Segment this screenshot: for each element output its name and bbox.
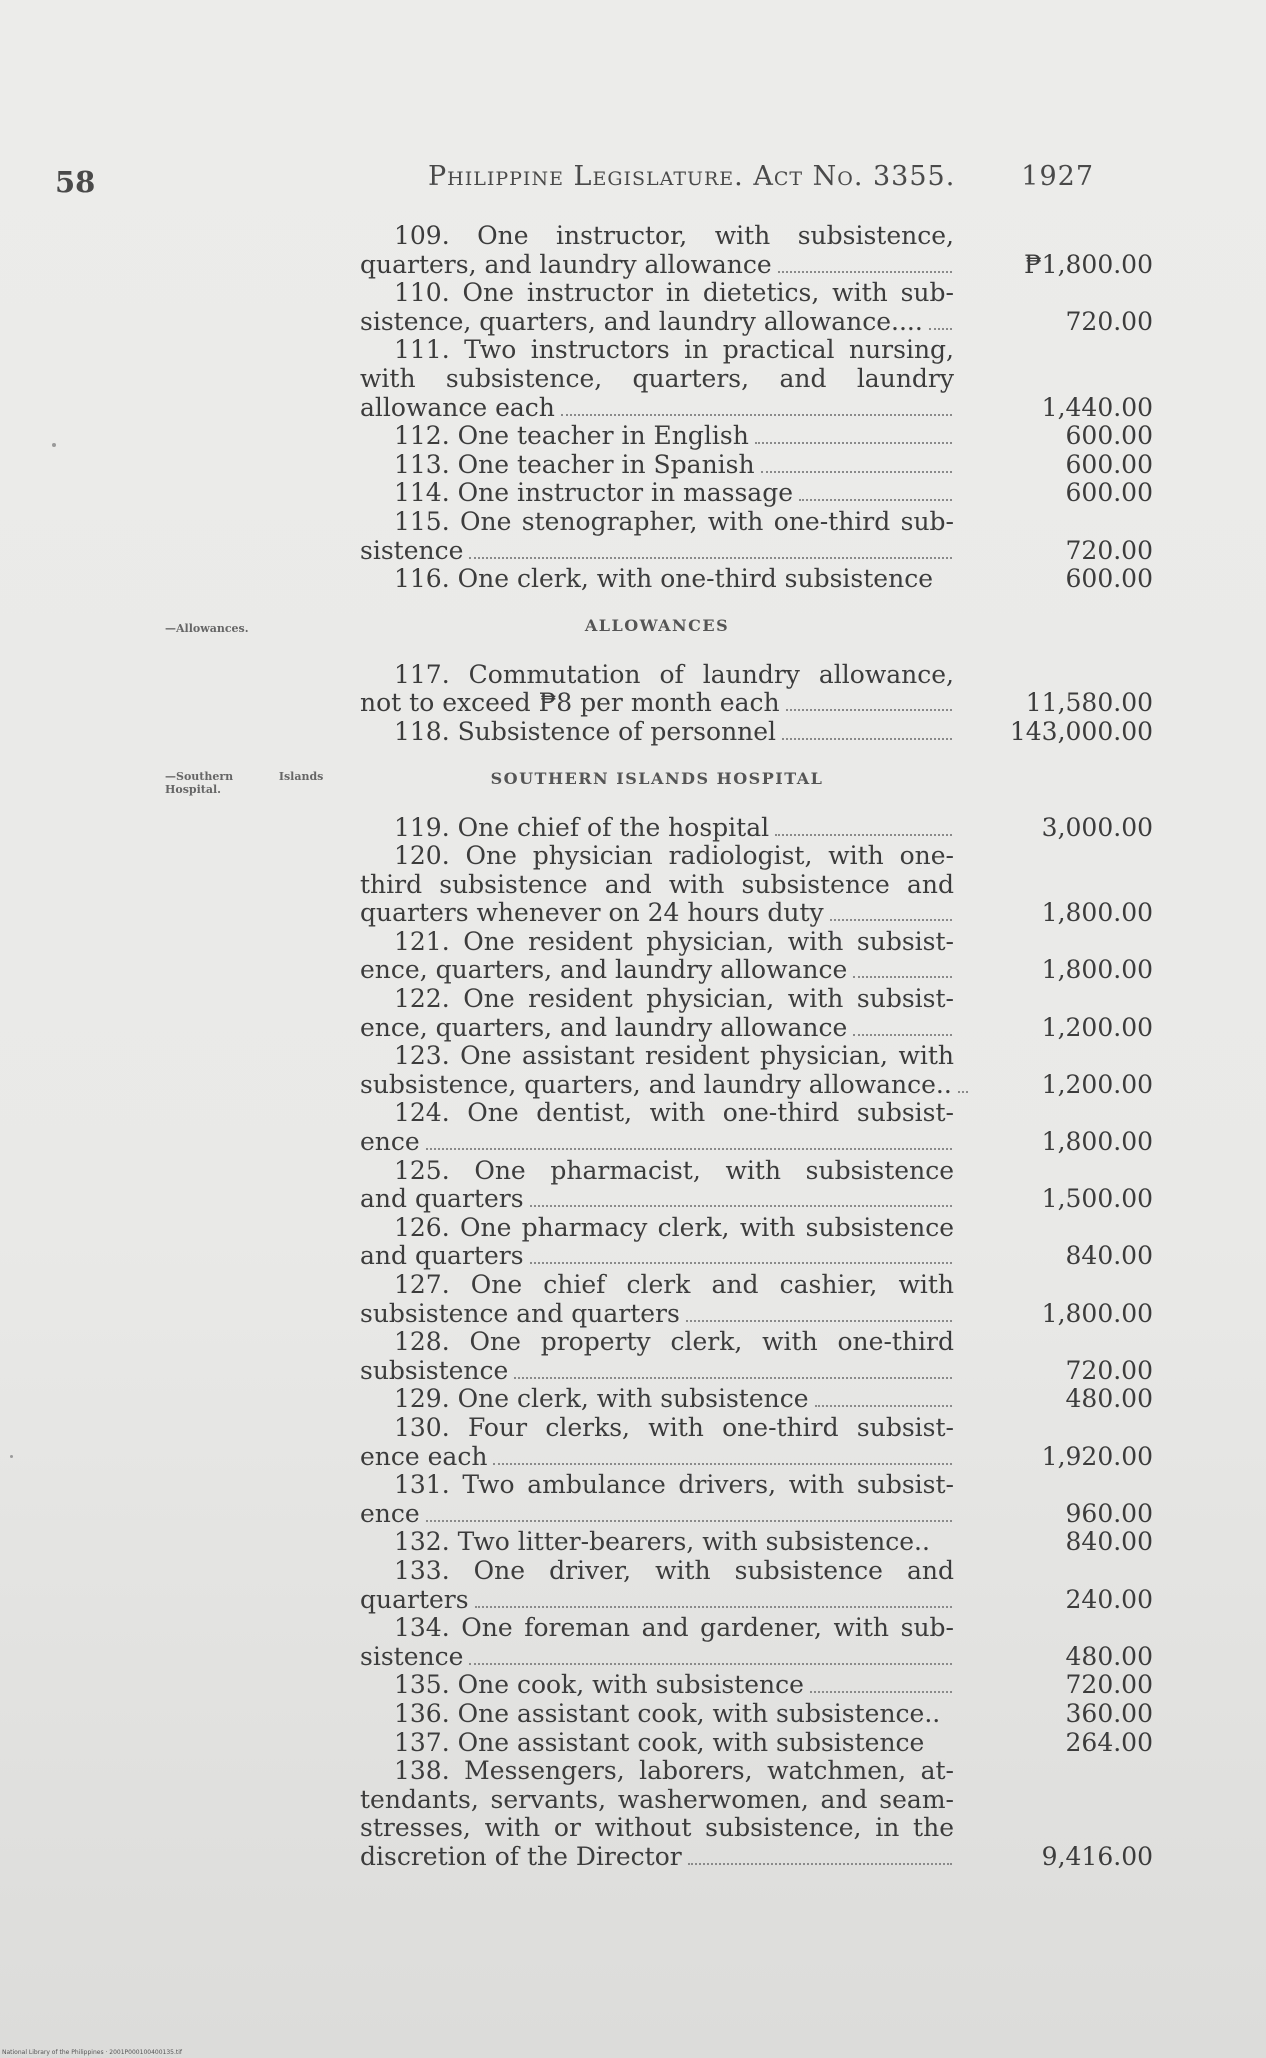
text-line-content: 128. One property clerk, with one-third: [394, 1327, 954, 1357]
line-item: [360, 1414, 1153, 1471]
text-line-content: 136. One assistant cook, with subsistence..: [394, 1698, 941, 1728]
line-item-amount: ₱1,800.00: [1024, 249, 1153, 279]
line-item-text: [360, 451, 954, 480]
text-line: [360, 1214, 954, 1243]
text-line-content: quarters: [360, 1584, 469, 1614]
scan-credit: National Library of the Philippines · 2001P000100400135.tif: [2, 2049, 183, 2056]
line-item: [360, 1328, 1153, 1385]
line-item-amount: 600.00: [1065, 449, 1153, 479]
text-line-last: [360, 814, 954, 843]
dot-leader: [561, 414, 952, 416]
line-item-amount: 600.00: [1065, 478, 1153, 508]
line-item-amount: 1,200.00: [1041, 1012, 1153, 1042]
text-line: stresses, with or without subsistence, in the: [360, 1813, 954, 1843]
line-item-text: [360, 1614, 954, 1671]
line-item: [360, 222, 1153, 279]
text-line-last: [360, 1071, 954, 1100]
line-item-text: [360, 1042, 954, 1099]
text-line-content: 120. One physician radiologist, with one-: [394, 841, 954, 871]
line-item-amount: 11,580.00: [1025, 688, 1153, 718]
line-item-amount: 1,800.00: [1041, 955, 1153, 985]
line-item-text: [360, 1700, 954, 1729]
text-line-last: [360, 565, 954, 594]
text-line-last: [360, 899, 954, 928]
line-item-amount: 480.00: [1065, 1641, 1153, 1671]
line-item: [360, 1557, 1153, 1614]
line-item-amount: 240.00: [1065, 1584, 1153, 1614]
text-line-content: sistence, quarters, and laundry allowance....: [360, 306, 923, 336]
text-line-last: [360, 1014, 954, 1043]
dot-leader: [775, 834, 952, 836]
text-line-last: [360, 1443, 954, 1472]
text-line-content: discretion of the Director: [360, 1841, 682, 1871]
text-line-last: [360, 1729, 954, 1758]
margin-note-line: Hospital.: [165, 783, 222, 796]
dot-leader: [530, 1262, 952, 1264]
text-line: [360, 985, 954, 1014]
margin-note-southern-islands: [165, 770, 323, 796]
line-item-amount: 1,800.00: [1041, 898, 1153, 928]
line-item: [360, 1671, 1153, 1700]
text-line: [360, 508, 954, 537]
line-item-text: [360, 422, 954, 451]
line-item: [360, 279, 1153, 336]
running-head: [428, 161, 1094, 192]
line-item-amount: 1,200.00: [1041, 1069, 1153, 1099]
dot-leader: [929, 328, 952, 330]
text-line-last: [360, 1300, 954, 1329]
text-line-content: 134. One foreman and gardener, with sub-: [394, 1613, 954, 1643]
text-line-content: 125. One pharmacist, with subsistence: [394, 1155, 954, 1185]
dot-leader: [475, 1606, 952, 1608]
line-item: [360, 336, 1153, 422]
line-item: [360, 1214, 1153, 1271]
text-line-last: [360, 1528, 954, 1557]
line-item-text: [360, 1471, 954, 1528]
page-number: 58: [55, 165, 96, 199]
text-line-content: 127. One chief clerk and cashier, with: [394, 1270, 954, 1299]
text-line-content: 126. One pharmacy clerk, with subsistence: [394, 1212, 954, 1242]
line-item-text: [360, 1157, 954, 1214]
line-item-amount: 840.00: [1065, 1527, 1153, 1557]
text-line-content: subsistence, quarters, and laundry allowance..: [360, 1069, 952, 1099]
text-line-last: [360, 479, 954, 508]
line-item-amount: 9,416.00: [1041, 1841, 1153, 1871]
text-line-content: 116. One clerk, with one-third subsistence: [394, 564, 933, 594]
line-item-amount: 600.00: [1065, 421, 1153, 451]
line-item: [360, 928, 1153, 985]
text-line-content: ence: [360, 1127, 420, 1157]
text-line: [360, 1271, 954, 1300]
line-item-text: [360, 1214, 954, 1271]
line-item-amount: 3,000.00: [1041, 812, 1153, 842]
text-line-content: 122. One resident physician, with subsist-: [394, 984, 954, 1014]
text-line: [360, 661, 954, 690]
text-line-last: [360, 718, 954, 747]
text-line-content: quarters whenever on 24 hours duty: [360, 898, 824, 928]
margin-note-allowances: —Allowances.: [165, 622, 249, 635]
line-item: [360, 479, 1153, 508]
line-item-amount: 720.00: [1065, 1670, 1153, 1700]
line-item-amount: 264.00: [1065, 1727, 1153, 1757]
text-line-last: [360, 308, 954, 337]
text-line-last: [360, 1242, 954, 1271]
line-item-text: [360, 336, 954, 422]
line-item-text: [360, 222, 954, 279]
line-item: [360, 1700, 1153, 1729]
line-item-amount: 360.00: [1065, 1698, 1153, 1728]
text-line-content: sistence: [360, 1641, 464, 1671]
dot-leader: [778, 271, 952, 273]
text-line-content: 123. One assistant resident physician, with: [394, 1041, 954, 1071]
text-line-content: ence, quarters, and laundry allowance: [360, 1012, 848, 1042]
dot-leader: [853, 1034, 952, 1036]
line-item-text: [360, 985, 954, 1042]
text-line-content: 138. Messengers, laborers, watchmen, at-: [394, 1756, 954, 1786]
text-line: [360, 1099, 954, 1128]
line-item-text: [360, 565, 954, 594]
line-item: [360, 661, 1153, 718]
text-line: [360, 222, 954, 251]
line-item: [360, 1385, 1153, 1414]
dot-leader: [755, 442, 952, 444]
line-item: [360, 718, 1153, 747]
text-line-last: [360, 956, 954, 985]
dot-leader: [493, 1463, 952, 1465]
text-line: [360, 1614, 954, 1643]
text-line: [360, 1042, 954, 1071]
text-line: [360, 1328, 954, 1357]
text-line-content: ence each: [360, 1441, 488, 1471]
text-line-content: and quarters: [360, 1184, 524, 1214]
margin-note-line: Islands: [278, 770, 324, 783]
text-line-content: and quarters: [360, 1241, 524, 1271]
text-line: [360, 1414, 954, 1443]
scan-speck: [10, 1455, 13, 1458]
text-line-content: 109. One instructor, with subsistence,: [394, 221, 954, 250]
line-item-amount: 720.00: [1065, 1355, 1153, 1385]
line-item: [360, 422, 1153, 451]
text-line-content: 110. One instructor in dietetics, with sub-: [394, 278, 954, 308]
text-line: tendants, servants, washerwomen, and seam-: [360, 1784, 954, 1814]
text-line-last: [360, 1357, 954, 1386]
line-item: [360, 451, 1153, 480]
line-item-text: [360, 1729, 954, 1758]
line-item-amount: 480.00: [1065, 1384, 1153, 1414]
dot-leader: [786, 709, 952, 711]
dot-leader: [686, 1320, 952, 1322]
text-line-last: [360, 689, 954, 718]
dot-leader: [782, 738, 952, 740]
text-line-content: 124. One dentist, with one-third subsist-: [394, 1098, 954, 1128]
text-line-last: [360, 251, 954, 280]
text-line: [360, 1157, 954, 1186]
section-heading: SOUTHERN ISLANDS HOSPITAL: [490, 768, 824, 788]
line-item: [360, 1099, 1153, 1156]
text-line-last: [360, 1700, 954, 1729]
text-line-last: [360, 1643, 954, 1672]
text-line-content: subsistence and quarters: [360, 1298, 680, 1328]
dot-leader: [958, 1091, 968, 1093]
line-item: [360, 1528, 1153, 1557]
line-item-amount: 1,440.00: [1041, 392, 1153, 422]
line-item-text: [360, 508, 954, 565]
text-line-last: [360, 1586, 954, 1615]
scan-speck: [52, 443, 56, 447]
text-line-content: 114. One instructor in massage: [394, 478, 793, 508]
line-item-text: [360, 842, 954, 928]
line-item: [360, 508, 1153, 565]
dot-leader: [530, 1205, 952, 1207]
margin-note-line: —Southern: [165, 770, 234, 783]
text-line-content: subsistence: [360, 1355, 509, 1385]
text-line-content: 135. One cook, with subsistence: [394, 1670, 804, 1700]
text-line-last: [360, 537, 954, 566]
dot-leader: [830, 919, 952, 921]
line-item: [360, 1757, 1153, 1871]
line-item-amount: 1,920.00: [1041, 1441, 1153, 1471]
text-line-content: 117. Commutation of laundry allowance,: [394, 659, 954, 689]
text-line: with subsistence, quarters, and laundry: [360, 363, 954, 393]
text-line-last: [360, 394, 954, 423]
text-line-content: 130. Four clerks, with one-third subsist-: [394, 1412, 954, 1442]
line-item-text: [360, 1385, 954, 1414]
text-line-last: [360, 451, 954, 480]
line-item-text: [360, 1328, 954, 1385]
dot-leader: [426, 1520, 952, 1522]
line-item-text: [360, 928, 954, 985]
text-line-last: [360, 1385, 954, 1414]
text-line: [360, 1471, 954, 1500]
line-item-text: [360, 814, 954, 843]
dot-leader: [688, 1863, 952, 1865]
dot-leader: [761, 471, 952, 473]
line-item-text: [360, 1099, 954, 1156]
text-line: [360, 842, 954, 871]
text-line-content: allowance each: [360, 392, 555, 422]
line-item-text: [360, 479, 954, 508]
dot-leader: [815, 1405, 952, 1407]
text-line-last: [360, 1843, 954, 1872]
dot-leader: [853, 976, 952, 978]
line-item: [360, 1157, 1153, 1214]
line-item-text: [360, 1671, 954, 1700]
text-line-content: 115. One stenographer, with one-third sub-: [394, 506, 954, 536]
line-item: [360, 842, 1153, 928]
text-line: [360, 336, 954, 365]
text-line-content: 132. Two litter-bearers, with subsistence..: [394, 1527, 930, 1557]
text-line: [360, 1557, 954, 1586]
dot-leader: [469, 1663, 952, 1665]
text-line-content: 111. Two instructors in practical nursing,: [394, 335, 954, 365]
line-item: [360, 1042, 1153, 1099]
text-line-content: sistence: [360, 535, 464, 565]
text-line-content: 129. One clerk, with subsistence: [394, 1384, 809, 1414]
dot-leader: [469, 557, 952, 559]
text-line-content: 131. Two ambulance drivers, with subsist-: [394, 1470, 954, 1500]
text-line-content: not to exceed ₱8 per month each: [360, 688, 780, 718]
text-line-content: 113. One teacher in Spanish: [394, 449, 755, 479]
line-item: [360, 1729, 1153, 1758]
line-item-amount: 720.00: [1065, 535, 1153, 565]
section-heading: ALLOWANCES: [584, 615, 730, 635]
line-item-amount: 840.00: [1065, 1241, 1153, 1271]
line-item-text: [360, 1271, 954, 1328]
text-line-content: 133. One driver, with subsistence and: [394, 1555, 954, 1585]
dot-leader: [514, 1377, 952, 1379]
text-line-last: [360, 422, 954, 451]
line-item-text: [360, 1757, 954, 1871]
text-line-content: 137. One assistant cook, with subsistence: [394, 1727, 925, 1757]
text-line-content: ence, quarters, and laundry allowance: [360, 955, 848, 985]
line-item-text: [360, 1414, 954, 1471]
line-item-text: [360, 1528, 954, 1557]
text-line-content: 119. One chief of the hospital: [394, 812, 770, 842]
text-line-content: ence: [360, 1498, 420, 1528]
text-line-content: 112. One teacher in English: [394, 421, 749, 451]
dot-leader: [810, 1691, 952, 1693]
line-item: [360, 814, 1153, 843]
line-item: [360, 1614, 1153, 1671]
text-line-content: quarters, and laundry allowance: [360, 249, 772, 279]
line-item-text: [360, 718, 954, 747]
running-year: 1927: [1021, 161, 1094, 192]
line-item-amount: 1,500.00: [1041, 1184, 1153, 1214]
line-item-amount: 960.00: [1065, 1498, 1153, 1528]
line-item-text: [360, 661, 954, 718]
text-line-last: [360, 1500, 954, 1529]
text-line-last: [360, 1128, 954, 1157]
line-item-text: [360, 1557, 954, 1614]
line-item: [360, 1471, 1153, 1528]
text-line: [360, 928, 954, 957]
text-line: [360, 1757, 954, 1786]
text-line-last: [360, 1671, 954, 1700]
line-item: [360, 1271, 1153, 1328]
line-item: [360, 985, 1153, 1042]
line-item-text: [360, 279, 954, 336]
line-item-amount: 143,000.00: [1009, 716, 1153, 746]
text-line: [360, 279, 954, 308]
line-item-amount: 1,800.00: [1041, 1127, 1153, 1157]
line-item-amount: 720.00: [1065, 306, 1153, 336]
text-line-last: [360, 1185, 954, 1214]
text-line: third subsistence and with subsistence and: [360, 869, 954, 899]
appropriation-list: [360, 222, 1153, 1871]
line-item-amount: 600.00: [1065, 564, 1153, 594]
text-line-content: 121. One resident physician, with subsist-: [394, 926, 954, 956]
running-title: Philippine Legislature. Act No. 3355.: [428, 161, 956, 192]
text-line-content: 118. Subsistence of personnel: [394, 716, 777, 746]
dot-leader: [799, 499, 952, 501]
line-item-amount: 1,800.00: [1041, 1298, 1153, 1328]
dot-leader: [426, 1148, 952, 1150]
line-item: [360, 565, 1153, 594]
